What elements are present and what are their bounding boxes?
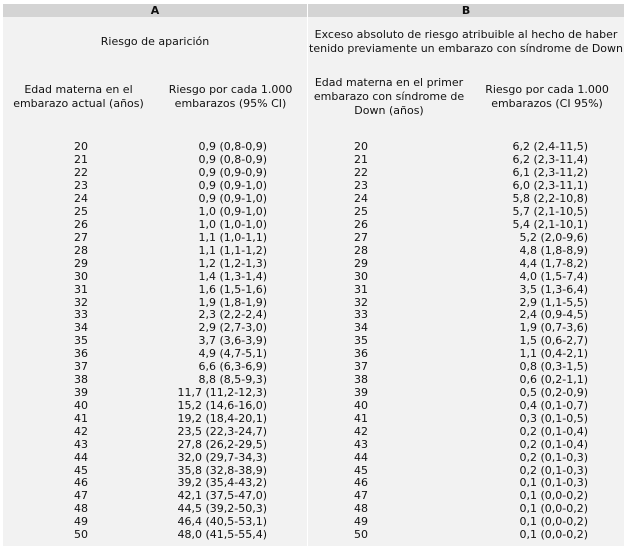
risk-cell-a: 19,2 (18,4-20,1) bbox=[154, 412, 308, 425]
table-row bbox=[3, 231, 624, 244]
table-row bbox=[3, 490, 624, 503]
risk-cell-b: 4,8 (1,8-8,9) bbox=[470, 244, 624, 257]
table-row bbox=[3, 296, 624, 309]
risk-cell-b: 0,2 (0,1-0,4) bbox=[470, 438, 624, 451]
table-row bbox=[3, 425, 624, 438]
risk-cell-a: 0,9 (0,9-0,9) bbox=[154, 167, 308, 180]
risk-cell-a: 35,8 (32,8-38,9) bbox=[154, 464, 308, 477]
risk-cell-b: 0,2 (0,1-0,3) bbox=[470, 464, 624, 477]
table-row bbox=[3, 244, 624, 257]
age-cell-b: 43 bbox=[308, 438, 470, 451]
age-cell-b: 25 bbox=[308, 206, 470, 219]
risk-cell-b: 0,2 (0,1-0,3) bbox=[470, 451, 624, 464]
age-cell-a: 46 bbox=[3, 477, 154, 490]
table-row bbox=[3, 361, 624, 374]
risk-cell-a: 3,7 (3,6-3,9) bbox=[154, 335, 308, 348]
col-header-age-a: Edad materna en el embarazo actual (años) bbox=[3, 67, 154, 127]
age-cell-a: 39 bbox=[3, 387, 154, 400]
risk-cell-a: 0,9 (0,8-0,9) bbox=[154, 141, 308, 154]
age-cell-b: 49 bbox=[308, 516, 470, 529]
age-cell-a: 41 bbox=[3, 412, 154, 425]
age-cell-a: 25 bbox=[3, 206, 154, 219]
age-cell-b: 32 bbox=[308, 296, 470, 309]
risk-cell-a: 4,9 (4,7-5,1) bbox=[154, 348, 308, 361]
age-cell-a: 49 bbox=[3, 516, 154, 529]
risk-cell-b: 4,0 (1,5-7,4) bbox=[470, 270, 624, 283]
section-a-title: Riesgo de aparición bbox=[3, 17, 308, 67]
col-header-risk-a: Riesgo por cada 1.000 embarazos (95% CI) bbox=[154, 67, 308, 127]
age-cell-b: 22 bbox=[308, 167, 470, 180]
risk-cell-a: 1,0 (0,9-1,0) bbox=[154, 206, 308, 219]
table-row bbox=[3, 335, 624, 348]
risk-cell-b: 0,8 (0,3-1,5) bbox=[470, 361, 624, 374]
section-a-letter: A bbox=[3, 4, 308, 17]
risk-cell-b: 6,2 (2,3-11,4) bbox=[470, 154, 624, 167]
table-row bbox=[3, 193, 624, 206]
table-row bbox=[3, 412, 624, 425]
age-cell-a: 44 bbox=[3, 451, 154, 464]
age-cell-a: 48 bbox=[3, 503, 154, 516]
risk-cell-b: 3,5 (1,3-6,4) bbox=[470, 283, 624, 296]
age-cell-a: 24 bbox=[3, 193, 154, 206]
risk-cell-a: 1,0 (1,0-1,0) bbox=[154, 219, 308, 232]
table-row bbox=[3, 270, 624, 283]
age-cell-b: 50 bbox=[308, 529, 470, 546]
age-cell-b: 45 bbox=[308, 464, 470, 477]
risk-cell-b: 4,4 (1,7-8,2) bbox=[470, 257, 624, 270]
age-cell-b: 39 bbox=[308, 387, 470, 400]
table-row bbox=[3, 257, 624, 270]
col-header-risk-b: Riesgo por cada 1.000 embarazos (CI 95%) bbox=[470, 67, 624, 127]
table-row bbox=[3, 322, 624, 335]
risk-cell-b: 5,7 (2,1-10,5) bbox=[470, 206, 624, 219]
age-cell-b: 34 bbox=[308, 322, 470, 335]
risk-cell-b: 6,2 (2,4-11,5) bbox=[470, 141, 624, 154]
risk-cell-b: 6,0 (2,3-11,1) bbox=[470, 180, 624, 193]
risk-cell-b: 0,1 (0,0-0,2) bbox=[470, 503, 624, 516]
age-cell-b: 42 bbox=[308, 425, 470, 438]
risk-cell-a: 27,8 (26,2-29,5) bbox=[154, 438, 308, 451]
age-cell-a: 26 bbox=[3, 219, 154, 232]
risk-cell-b: 0,5 (0,2-0,9) bbox=[470, 387, 624, 400]
age-cell-b: 24 bbox=[308, 193, 470, 206]
column-header-row bbox=[3, 67, 624, 127]
risk-cell-a: 15,2 (14,6-16,0) bbox=[154, 399, 308, 412]
age-cell-a: 20 bbox=[3, 141, 154, 154]
risk-cell-a: 1,1 (1,0-1,1) bbox=[154, 231, 308, 244]
table-row bbox=[3, 167, 624, 180]
age-cell-a: 37 bbox=[3, 361, 154, 374]
header-spacer bbox=[3, 127, 624, 141]
risk-cell-b: 1,5 (0,6-2,7) bbox=[470, 335, 624, 348]
age-cell-a: 32 bbox=[3, 296, 154, 309]
age-cell-a: 31 bbox=[3, 283, 154, 296]
risk-cell-a: 1,1 (1,1-1,2) bbox=[154, 244, 308, 257]
risk-cell-a: 44,5 (39,2-50,3) bbox=[154, 503, 308, 516]
risk-cell-a: 1,6 (1,5-1,6) bbox=[154, 283, 308, 296]
age-cell-b: 28 bbox=[308, 244, 470, 257]
risk-cell-b: 5,2 (2,0-9,6) bbox=[470, 231, 624, 244]
age-cell-a: 35 bbox=[3, 335, 154, 348]
age-cell-b: 35 bbox=[308, 335, 470, 348]
age-cell-a: 23 bbox=[3, 180, 154, 193]
age-cell-a: 22 bbox=[3, 167, 154, 180]
risk-cell-b: 0,1 (0,0-0,2) bbox=[470, 516, 624, 529]
age-cell-a: 47 bbox=[3, 490, 154, 503]
risk-cell-a: 46,4 (40,5-53,1) bbox=[154, 516, 308, 529]
risk-cell-b: 1,1 (0,4-2,1) bbox=[470, 348, 624, 361]
age-cell-a: 50 bbox=[3, 529, 154, 546]
age-cell-b: 29 bbox=[308, 257, 470, 270]
age-cell-a: 36 bbox=[3, 348, 154, 361]
risk-cell-b: 2,4 (0,9-4,5) bbox=[470, 309, 624, 322]
risk-cell-b: 5,8 (2,2-10,8) bbox=[470, 193, 624, 206]
section-title-row bbox=[3, 17, 624, 67]
table-row bbox=[3, 348, 624, 361]
age-cell-b: 44 bbox=[308, 451, 470, 464]
table-row bbox=[3, 464, 624, 477]
table-row bbox=[3, 516, 624, 529]
risk-cell-a: 48,0 (41,5-55,4) bbox=[154, 529, 308, 546]
table-row bbox=[3, 399, 624, 412]
table-row bbox=[3, 438, 624, 451]
age-cell-a: 28 bbox=[3, 244, 154, 257]
risk-cell-a: 8,8 (8,5-9,3) bbox=[154, 374, 308, 387]
age-cell-b: 33 bbox=[308, 309, 470, 322]
age-cell-b: 46 bbox=[308, 477, 470, 490]
table-row bbox=[3, 529, 624, 546]
age-cell-b: 26 bbox=[308, 219, 470, 232]
risk-cell-b: 0,6 (0,2-1,1) bbox=[470, 374, 624, 387]
risk-cell-a: 11,7 (11,2-12,3) bbox=[154, 387, 308, 400]
table-row bbox=[3, 374, 624, 387]
age-cell-a: 33 bbox=[3, 309, 154, 322]
age-cell-a: 42 bbox=[3, 425, 154, 438]
risk-cell-a: 32,0 (29,7-34,3) bbox=[154, 451, 308, 464]
risk-cell-a: 42,1 (37,5-47,0) bbox=[154, 490, 308, 503]
table-row bbox=[3, 503, 624, 516]
risk-cell-a: 1,9 (1,8-1,9) bbox=[154, 296, 308, 309]
risk-cell-b: 6,1 (2,3-11,2) bbox=[470, 167, 624, 180]
section-b-title: Exceso absoluto de riesgo atribuible al hecho de haber tenido previamente un embarazo con síndrome de Down bbox=[308, 17, 624, 67]
risk-cell-a: 0,9 (0,8-0,9) bbox=[154, 154, 308, 167]
age-cell-b: 47 bbox=[308, 490, 470, 503]
table-row bbox=[3, 387, 624, 400]
table-row bbox=[3, 154, 624, 167]
age-cell-b: 40 bbox=[308, 399, 470, 412]
age-cell-a: 40 bbox=[3, 399, 154, 412]
risk-cell-a: 1,2 (1,2-1,3) bbox=[154, 257, 308, 270]
table-row bbox=[3, 451, 624, 464]
section-b-letter: B bbox=[308, 4, 624, 17]
age-cell-b: 21 bbox=[308, 154, 470, 167]
age-cell-a: 30 bbox=[3, 270, 154, 283]
risk-cell-b: 0,1 (0,0-0,2) bbox=[470, 529, 624, 546]
age-cell-a: 29 bbox=[3, 257, 154, 270]
risk-cell-b: 0,1 (0,1-0,3) bbox=[470, 477, 624, 490]
section-letter-row bbox=[3, 4, 624, 17]
table-row bbox=[3, 477, 624, 490]
table-row bbox=[3, 141, 624, 154]
risk-cell-b: 0,1 (0,0-0,2) bbox=[470, 490, 624, 503]
table-row bbox=[3, 180, 624, 193]
age-cell-a: 45 bbox=[3, 464, 154, 477]
age-cell-b: 27 bbox=[308, 231, 470, 244]
risk-cell-b: 0,3 (0,1-0,5) bbox=[470, 412, 624, 425]
age-cell-b: 30 bbox=[308, 270, 470, 283]
risk-cell-b: 1,9 (0,7-3,6) bbox=[470, 322, 624, 335]
age-cell-b: 20 bbox=[308, 141, 470, 154]
risk-cell-b: 0,4 (0,1-0,7) bbox=[470, 399, 624, 412]
risk-cell-a: 6,6 (6,3-6,9) bbox=[154, 361, 308, 374]
age-cell-a: 38 bbox=[3, 374, 154, 387]
age-cell-b: 23 bbox=[308, 180, 470, 193]
age-cell-b: 37 bbox=[308, 361, 470, 374]
risk-cell-a: 0,9 (0,9-1,0) bbox=[154, 180, 308, 193]
age-cell-b: 41 bbox=[308, 412, 470, 425]
risk-cell-a: 1,4 (1,3-1,4) bbox=[154, 270, 308, 283]
age-cell-a: 43 bbox=[3, 438, 154, 451]
age-cell-b: 38 bbox=[308, 374, 470, 387]
table-row bbox=[3, 219, 624, 232]
age-cell-a: 27 bbox=[3, 231, 154, 244]
table-body bbox=[3, 141, 624, 546]
risk-cell-a: 2,9 (2,7-3,0) bbox=[154, 322, 308, 335]
risk-cell-a: 39,2 (35,4-43,2) bbox=[154, 477, 308, 490]
risk-cell-b: 0,2 (0,1-0,4) bbox=[470, 425, 624, 438]
age-cell-b: 48 bbox=[308, 503, 470, 516]
risk-cell-b: 2,9 (1,1-5,5) bbox=[470, 296, 624, 309]
table-row bbox=[3, 206, 624, 219]
age-cell-a: 21 bbox=[3, 154, 154, 167]
table-row bbox=[3, 283, 624, 296]
col-header-age-b: Edad materna en el primer embarazo con síndrome de Down (años) bbox=[308, 67, 470, 127]
age-cell-b: 36 bbox=[308, 348, 470, 361]
risk-cell-a: 0,9 (0,9-1,0) bbox=[154, 193, 308, 206]
age-cell-a: 34 bbox=[3, 322, 154, 335]
risk-cell-a: 23,5 (22,3-24,7) bbox=[154, 425, 308, 438]
risk-cell-b: 5,4 (2,1-10,1) bbox=[470, 219, 624, 232]
table-row bbox=[3, 309, 624, 322]
risk-table bbox=[3, 4, 624, 546]
age-cell-b: 31 bbox=[308, 283, 470, 296]
risk-cell-a: 2,3 (2,2-2,4) bbox=[154, 309, 308, 322]
